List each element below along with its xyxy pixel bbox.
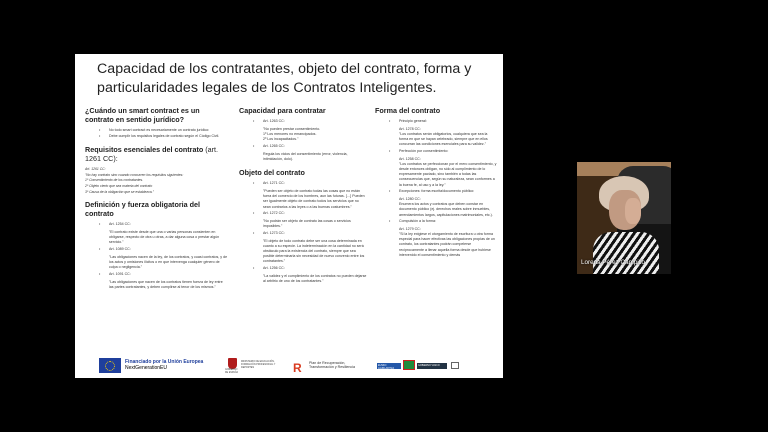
article-text: Art. 1280 CC: Enumera los actos y contratos que deben constar en documento público (ej. derechos reales sobre inmuebles, arrendamientos largos, capitulaciones matrimoniales, etc.).	[399, 197, 493, 217]
spain-shield-icon	[228, 358, 237, 369]
slide-column-2	[239, 106, 367, 286]
person-torso	[593, 232, 659, 274]
heading-requisitos	[85, 145, 228, 163]
extra-logo-icon	[451, 362, 459, 369]
recovery-plan-logo: R	[293, 361, 302, 375]
spain-gov-label: GOBIERNO DE ESPAÑA	[225, 369, 238, 374]
bullet-list	[239, 181, 367, 186]
eu-flag-icon	[99, 358, 121, 373]
article-text: "El contrato existe desde que una o varias personas consienten en obligarse, respecto de otra u otras, a dar alguna cosa o prestar algún servicio."	[109, 230, 220, 245]
heading-smart-contract: ¿Cuándo un smart contract es un contrato en sentido jurídico?	[85, 106, 200, 124]
list-item: • Principio general:	[375, 119, 497, 124]
article-text: "El objeto de todo contrato debe ser una cosa determinada en cuanto a su especie. La indeterminación en la cantidad no será obstáculo para la existencia del contrato, siempre que sea posible determinarla sin necesidad de nuevo convenio entre los contratantes."	[263, 239, 365, 264]
bullet-list	[239, 231, 367, 236]
article-text: Regula los vicios del consentimiento (error, violencia, intimidación, dolo).	[263, 151, 348, 162]
gobierno-vasco-label: GOBIERNO VASCO	[418, 364, 440, 367]
article-text: Art. 1258 CC: "Los contratos se perfeccionan por el mero consentimiento, y desde entonces obligan, no sólo al cumplimiento de lo expresamente pactado, sino también a todas las consecuencias que, según su naturaleza, sean conformes a la buena fe, al uso y a la ley."	[399, 157, 497, 187]
quote-line: 2º Objeto cierto que sea materia del contrato	[85, 183, 153, 188]
article-text: "No podrán ser objeto de contrato las cosas o servicios imposibles."	[263, 219, 351, 229]
bullet-list	[85, 222, 228, 227]
list-item: • Art. 1089 CC:	[85, 247, 228, 252]
ministry-label: MINISTERIO DE EDUCACIÓN, FORMACIÓN PROFESIONAL Y DEPORTES	[241, 360, 276, 369]
shared-slide	[75, 54, 503, 378]
bullet-list	[375, 119, 497, 124]
list-item: • Debe cumplir los requisitos legales de contrato según el Código Civil.	[85, 134, 228, 139]
heading-objeto: Objeto del contrato	[239, 168, 305, 178]
list-item: • Art. 1263 CC:	[239, 119, 367, 124]
participant-name: Lorena Pérez Campillo	[581, 259, 646, 266]
list-item: • Compulsión a la forma:	[375, 219, 497, 224]
article-text: "Pueden ser objeto de contrato todas las cosas que no están fuera del comercio de los hombres, aun las futuras. […] Pueden ser igualmente objeto de contrato todos los servicios que no sean contrarios a las leyes o a las buenas costumbres."	[263, 189, 365, 209]
bullet-list	[239, 119, 367, 124]
slide-column-1	[85, 106, 228, 292]
bullet-list	[85, 272, 228, 277]
heading-requisitos-rest: (art. 1261 CC):	[85, 145, 219, 164]
list-item: • Perfección por consentimiento:	[375, 149, 497, 154]
article-text: "No pueden prestar consentimiento. 1º Los menores no emancipados. 2º Los incapacitados."	[263, 127, 321, 142]
heading-definicion: Definición y fuerza obligatoria del contrato	[85, 200, 201, 219]
quote-line: "No hay contrato sino cuando concurren los requisitos siguientes:	[85, 172, 184, 177]
list-item: • Art. 1265 CC:	[239, 144, 367, 149]
basque-government-logo	[377, 363, 401, 369]
bullet-list	[85, 128, 228, 139]
funding-logos	[75, 355, 503, 377]
article-text: Art. 1278 CC: "Los contratos serán obligatorios, cualquiera que sea la forma en que se hayan celebrado, siempre que en ellos concurran las condiciones esenciales para su validez."	[399, 127, 488, 147]
slide-column-3	[375, 106, 497, 259]
list-item: • Art. 1273 CC:	[239, 231, 367, 236]
basque-emblem-icon	[403, 360, 415, 370]
eu-line-2: NextGenerationEU	[125, 365, 167, 372]
bullet-list	[239, 211, 367, 216]
article-text: "La validez y el cumplimiento de los contratos no pueden dejarse al arbitrio de uno de los contratantes."	[263, 274, 367, 284]
list-item: • Excepciones: forma escrita/documento público:	[375, 189, 497, 194]
slide-title: Capacidad de los contratantes, objeto del contrato, forma y particularidades legales de los Contratos Inteligentes.	[97, 61, 472, 96]
bullet-list	[375, 219, 497, 224]
list-item: • Art. 1091 CC:	[85, 272, 228, 277]
heading-capacidad: Capacidad para contratar	[239, 106, 326, 115]
article-text: "Las obligaciones nacen de la ley, de los contratos, y cuasi contratos, y de los actos y omisiones ilícitos o en que intervenga cualquier género de culpa o negligencia."	[109, 255, 228, 270]
quote-line: 3º Causa de la obligación que se establezca."	[85, 189, 154, 194]
eu-funding-text	[125, 359, 203, 371]
plan-line-1: Plan de Recuperación,	[309, 361, 346, 365]
list-item: • Art. 1271 CC:	[239, 181, 367, 186]
gobierno-vasco-logo	[417, 363, 447, 369]
list-item: • Art. 1254 CC:	[85, 222, 228, 227]
bullet-list	[239, 144, 367, 149]
list-item: • Art. 1256 CC:	[239, 266, 367, 271]
quote-line: Art. 1261 CC:	[85, 167, 106, 172]
bullet-list	[375, 189, 497, 194]
basque-label: EUSKO JAURLARITZA	[378, 364, 395, 370]
spain-government-logo	[225, 358, 239, 374]
heading-requisitos-bold: Requisitos esenciales del contrato	[85, 145, 204, 155]
article-text: Art. 1279 CC: "Si la ley exigiese el otorgamiento de escritura u otra forma especial para hacer efectivas las obligaciones propias de un contrato, los contratantes podrán compelerse recíprocamente a llenar aquella forma desde que hubiese intervenido el consentimiento y demás	[399, 227, 495, 257]
list-item: • Art. 1272 CC:	[239, 211, 367, 216]
heading-forma: Forma del contrato	[375, 106, 441, 115]
bullet-list	[85, 247, 228, 252]
plan-line-2: Transformación y Resiliencia	[309, 365, 356, 370]
article-text: "Las obligaciones que nacen de los contratos tienen fuerza de ley entre las partes contratantes, y deben cumplirse al tenor de los mismos."	[109, 280, 223, 290]
bullet-list	[239, 266, 367, 271]
participant-video-tile[interactable]	[577, 162, 671, 274]
person-hand	[625, 198, 641, 224]
bullet-list	[375, 149, 497, 154]
eu-line-1: Financiado por la Unión Europea	[125, 359, 204, 365]
list-item: • No todo smart contract es necesariamente un contrato jurídico:	[85, 128, 228, 133]
quote-line: 1º Consentimiento de los contratantes.	[85, 178, 144, 183]
recovery-plan-text	[309, 361, 355, 370]
